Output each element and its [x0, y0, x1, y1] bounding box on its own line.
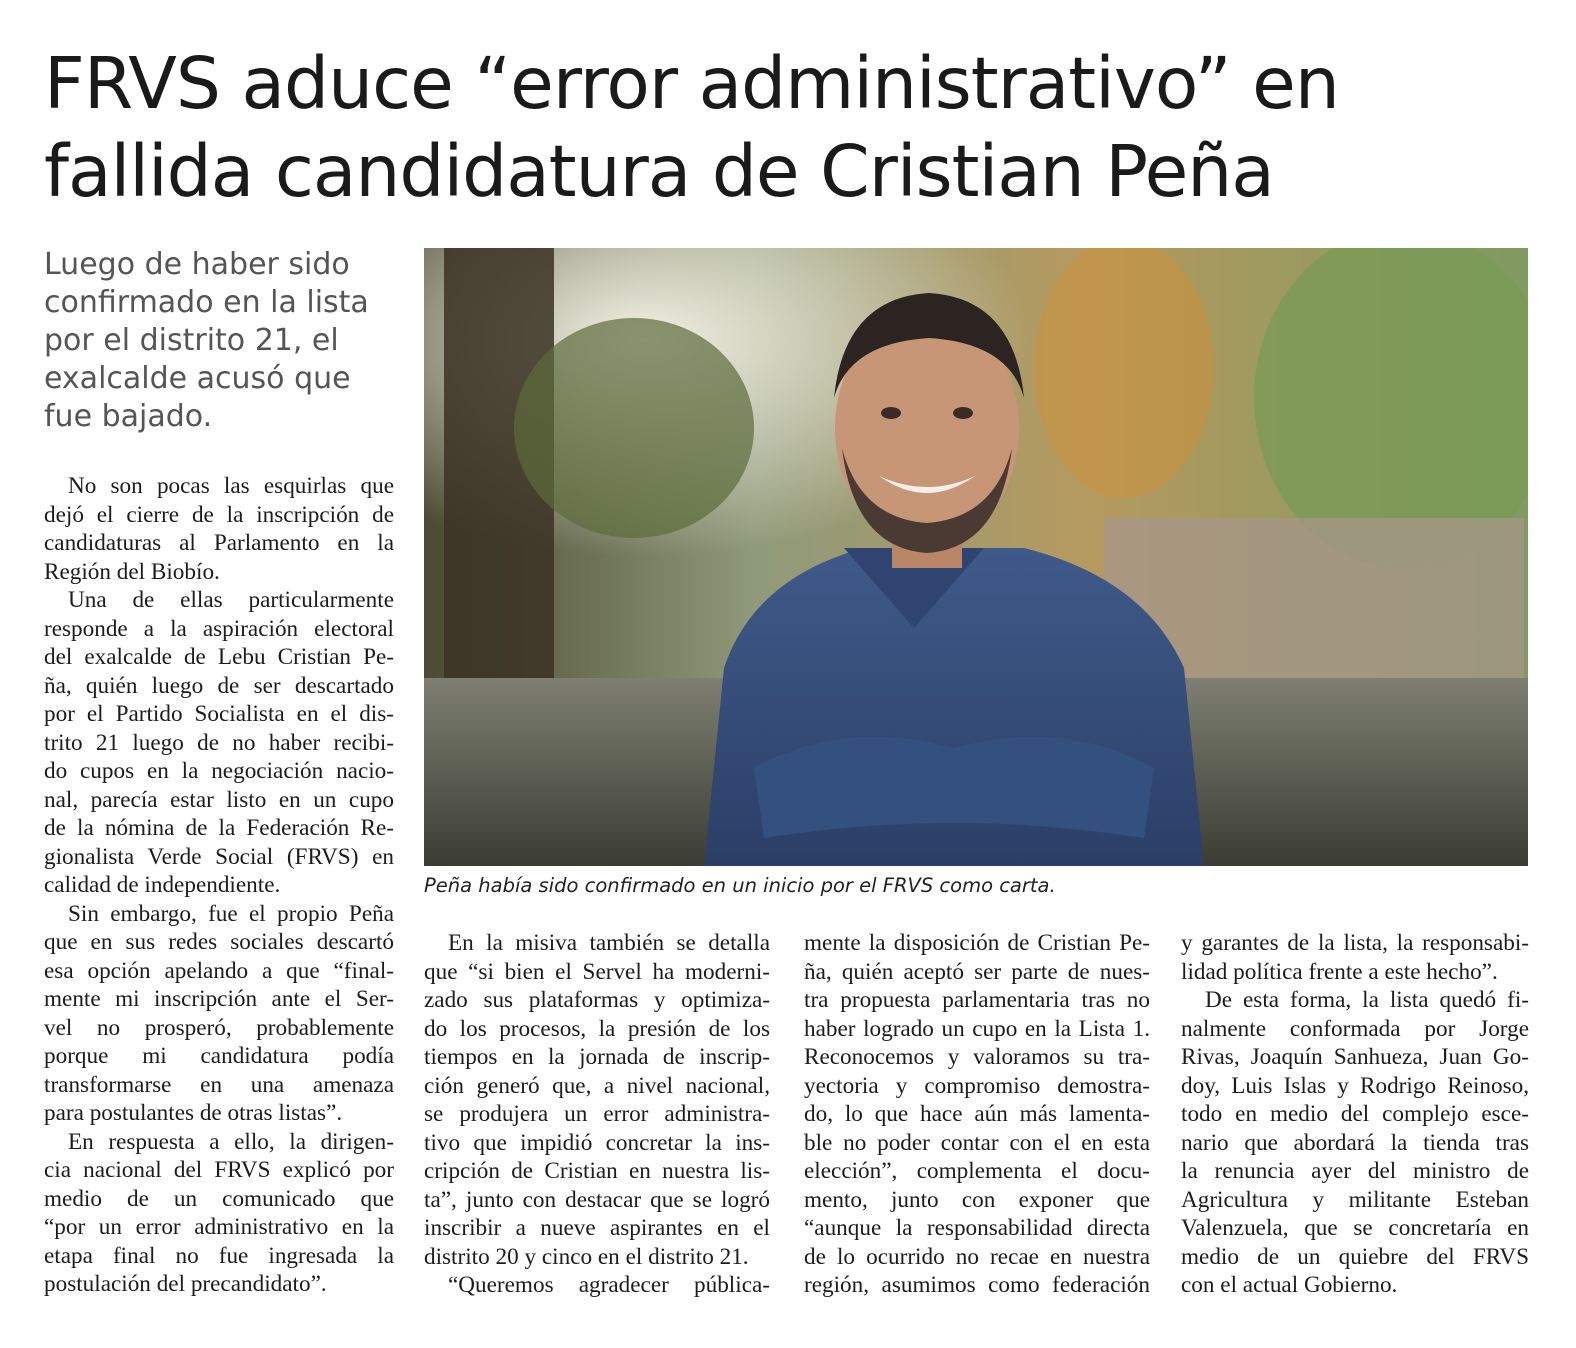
text-line: doy, Luis Islas y Rodrigo Reinoso, [1181, 1072, 1529, 1099]
text-line: “por un error administrativo en la [44, 1214, 394, 1240]
text-line: gionalista Verde Social (FRVS) en [44, 843, 394, 870]
headline [44, 40, 1544, 216]
text-line: responde a la aspiración electoral [44, 615, 394, 642]
text-line: distrito 20 y cinco en el distrito 21. [424, 1243, 749, 1270]
photo-caption: Peña había sido confirmado en un inicio por el FRVS como carta. [424, 874, 1056, 897]
text-line: lidad política frente a este hecho”. [1181, 958, 1498, 985]
article-column-3 [804, 929, 1150, 1300]
text-line: “Queremos agradecer pública- [448, 1272, 770, 1298]
text-line: Valenzuela, que se concretaría en [1181, 1215, 1529, 1241]
text-line: Una de ellas particularmente [68, 587, 394, 613]
text-line: ta”, junto con destacar que se logró [424, 1186, 770, 1213]
text-line: todo en medio del complejo esce- [1181, 1101, 1529, 1127]
text-line: postulación del precandidato”. [44, 1271, 327, 1297]
text-line: cia nacional del FRVS explicó por [44, 1157, 394, 1183]
text-line: “aunque la responsabilidad directa [804, 1215, 1150, 1241]
text-line: porque mi candidatura podía [44, 1043, 394, 1069]
lead-line: exalcalde acusó que [44, 361, 351, 396]
text-line: mente mi inscripción ante el Ser- [44, 986, 394, 1012]
text-line: cripción de Cristian en nuestra lis- [424, 1158, 770, 1184]
text-line: de lo ocurrido no recae en nuestra [804, 1243, 1150, 1270]
portrait-photo [424, 248, 1528, 866]
lead-line: confirmado en la lista [44, 285, 369, 320]
text-line: zado sus plataformas y optimiza- [424, 987, 770, 1013]
text-line: trito 21 luego de no haber recibi- [44, 729, 394, 756]
text-line: En respuesta a ello, la dirigen- [68, 1128, 394, 1155]
text-line: con el actual Gobierno. [1181, 1272, 1398, 1298]
text-line: nario que abordará la tienda tras [1181, 1129, 1529, 1156]
text-line: para postulantes de otras listas”. [44, 1100, 343, 1126]
text-line: calidad de independiente. [44, 872, 281, 898]
article-column-2 [424, 929, 770, 1300]
text-line: ble no poder contar con el en esta [804, 1129, 1150, 1156]
text-line: inscribir a nueve aspirantes en el [424, 1215, 770, 1241]
text-line: esa opción apelando a que “final- [44, 957, 394, 984]
text-line: y garantes de la lista, la responsabi- [1181, 930, 1529, 956]
text-line: transformarse en una amenaza [44, 1071, 394, 1098]
text-line: Reconocemos y valoramos su tra- [804, 1044, 1150, 1070]
text-line: ción generó que, a nivel nacional, [424, 1072, 770, 1099]
text-line: que “si bien el Servel ha moderni- [424, 958, 770, 985]
text-line: Región del Biobío. [44, 558, 220, 585]
text-line: No son pocas las esquirlas que [68, 473, 394, 499]
text-line: región, asumimos como federación [804, 1272, 1150, 1298]
text-line: do, lo que hace aún más lamenta- [804, 1101, 1150, 1127]
text-line: nal, parecía estar listo en un cupo [44, 786, 394, 813]
text-line: En la misiva también se detalla [448, 930, 770, 956]
text-line: elección”, complementa el docu- [804, 1158, 1150, 1184]
text-line: medio de un quiebre del FRVS [1181, 1243, 1529, 1270]
text-line: ña, quién aceptó ser parte de nues- [804, 958, 1150, 985]
text-line: Rivas, Joaquín Sanhueza, Juan Go- [1181, 1044, 1529, 1070]
lead-line: fue bajado. [44, 399, 213, 434]
text-line: tivo que impidió concretar la ins- [424, 1129, 770, 1156]
text-line: haber logrado un cupo en la Lista 1. [804, 1015, 1150, 1042]
text-line: medio de un comunicado que [44, 1185, 394, 1212]
text-line: do los procesos, la presión de los [424, 1015, 770, 1042]
text-line: De esta forma, la lista quedó fi- [1205, 987, 1529, 1013]
article-column-1 [44, 472, 394, 1299]
text-line: del exalcalde de Lebu Cristian Pe- [44, 644, 394, 670]
text-line: tra propuesta parlamentaria tras no [804, 987, 1150, 1013]
text-line: mente la disposición de Cristian Pe- [804, 930, 1150, 956]
text-line: tiempos en la jornada de inscrip- [424, 1044, 770, 1070]
text-line: do cupos en la negociación nacio- [44, 758, 394, 784]
headline-line-2: fallida candidatura de Cristian Peña [44, 130, 1274, 213]
text-line: dejó el cierre de la inscripción de [44, 501, 394, 528]
text-line: por el Partido Socialista en el dis- [44, 701, 394, 727]
text-line: nalmente conformada por Jorge [1181, 1015, 1529, 1042]
headline-line-1: FRVS aduce “error administrativo” en [44, 42, 1339, 125]
text-line: etapa final no fue ingresada la [44, 1242, 394, 1269]
lead-summary [44, 246, 404, 436]
text-line: ña, quién luego de ser descartado [44, 672, 394, 699]
text-line: Agricultura y militante Esteban [1181, 1186, 1529, 1213]
text-line: Sin embargo, fue el propio Peña [68, 900, 394, 927]
text-line: vel no prosperó, probablemente [44, 1014, 394, 1041]
text-line: se produjera un error administra- [424, 1101, 770, 1127]
article-column-4 [1181, 929, 1529, 1300]
text-line: mento, junto con exponer que [804, 1186, 1150, 1213]
text-line: candidaturas al Parlamento en la [44, 530, 394, 556]
portrait-illustration [424, 248, 1528, 866]
text-line: que en sus redes sociales descartó [44, 929, 394, 955]
text-line: yectoria y compromiso demostra- [804, 1072, 1150, 1099]
lead-line: Luego de haber sido [44, 247, 350, 282]
lead-line: por el distrito 21, el [44, 323, 339, 358]
text-line: de la nómina de la Federación Re- [44, 815, 394, 841]
text-line: la renuncia ayer del ministro de [1181, 1158, 1529, 1184]
